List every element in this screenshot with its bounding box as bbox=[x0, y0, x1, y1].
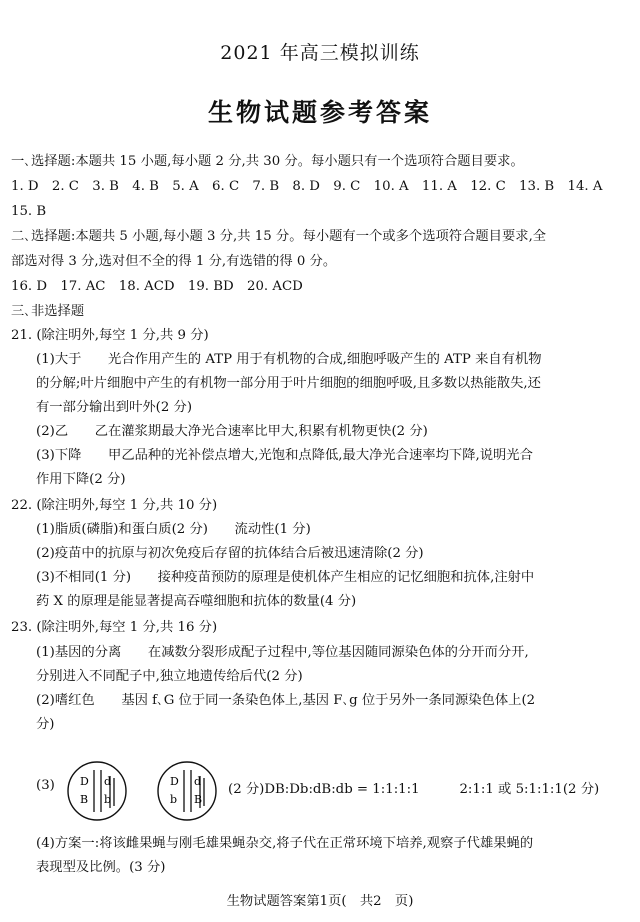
cell-membrane bbox=[158, 762, 216, 820]
q22-header: 22. (除注明外,每空 1 分,共 10 分) bbox=[11, 498, 218, 513]
q23-part1: (1)基因的分离 在减数分裂形成配子过程中,等位基因随同源染色体的分开而分开, bbox=[36, 645, 529, 660]
allele-label: b bbox=[170, 793, 178, 806]
q22-part3: (3)不相同(1 分) 接种疫苗预防的原理是使机体产生相应的记忆细胞和抗体,注射中 bbox=[36, 570, 535, 585]
q23-part1-cont: 分别进入不同配子中,独立地遗传给后代(2 分) bbox=[36, 669, 303, 684]
cell-membrane bbox=[68, 762, 126, 820]
section2-heading: 二､选择题:本题共 5 小题,每小题 3 分,共 15 分。每小题有一个或多个选项符合题目要求,全 bbox=[11, 229, 547, 244]
q23-part4: (4)方案一:将该雌果蝇与刚毛雄果蝇杂交,将子代在正常环境下培养,观察子代雄果蝇的 bbox=[36, 836, 534, 851]
q22-part3-cont: 药 X 的原理是能显著提高吞噬细胞和抗体的数量(4 分) bbox=[36, 594, 357, 609]
allele-label: b bbox=[104, 793, 112, 806]
q21-part1: (1)大于 光合作用产生的 ATP 用于有机物的合成,细胞呼吸产生的 ATP 来自有机物 bbox=[36, 352, 542, 367]
q21-part1-cont: 的分解;叶片细胞中产生的有机物一部分用于叶片细胞的细胞呼吸,且多数以热能散失,还 bbox=[36, 376, 541, 391]
section2-heading-cont: 部选对得 3 分,选对但不全的得 1 分,有选错的得 0 分。 bbox=[11, 254, 337, 269]
cell-diagram-2 bbox=[156, 760, 218, 822]
q23-part3-row bbox=[36, 760, 636, 820]
allele-label: D bbox=[80, 775, 89, 788]
section2-answers: 16. D 17. AC 18. ACD 19. BD 20. ACD bbox=[11, 279, 303, 294]
q23-part3-label: (3) bbox=[36, 778, 55, 793]
page-footer: 生物试题答案第1页( 共2 页) bbox=[226, 894, 414, 909]
q21-part3-cont: 作用下降(2 分) bbox=[36, 472, 126, 487]
q21-header: 21. (除注明外,每空 1 分,共 9 分) bbox=[11, 328, 209, 343]
section1-answers: 1. D 2. C 3. B 4. B 5. A 6. C 7. B 8. D 9. C 10. A 11. A 12. C 13. B 14. A bbox=[11, 179, 603, 194]
allele-label: d bbox=[194, 775, 202, 788]
exam-title: 2021 年高三模拟训练 bbox=[220, 42, 420, 64]
q21-part2: (2)乙 乙在灌浆期最大净光合速率比甲大,积累有机物更快(2 分) bbox=[36, 424, 428, 439]
q22-part2: (2)疫苗中的抗原与初次免疫后存留的抗体结合后被迅速清除(2 分) bbox=[36, 546, 424, 561]
q21-part3: (3)下降 甲乙品种的光补偿点增大,光饱和点降低,最大净光合速率均下降,说明光合 bbox=[36, 448, 533, 463]
section1-heading: 一､选择题:本题共 15 小题,每小题 2 分,共 30 分。每小题只有一个选项符合题目要求。 bbox=[11, 154, 524, 169]
q23-part2-cont: 分) bbox=[36, 717, 55, 732]
q23-part2: (2)嗜红色 基因 f､G 位于同一条染色体上,基因 F､g 位于另外一条同源染色体上(2 bbox=[36, 693, 536, 708]
q22-part1: (1)脂质(磷脂)和蛋白质(2 分) 流动性(1 分) bbox=[36, 522, 311, 537]
allele-label: B bbox=[80, 793, 89, 806]
section3-heading: 三､非选择题 bbox=[11, 304, 85, 319]
allele-label: B bbox=[194, 793, 203, 806]
document-title: 生物试题参考答案 bbox=[207, 98, 432, 127]
section1-answers-cont: 15. B bbox=[11, 204, 47, 219]
allele-label: D bbox=[170, 775, 179, 788]
q23-header: 23. (除注明外,每空 1 分,共 16 分) bbox=[11, 620, 218, 635]
q23-part4-cont: 表现型及比例。(3 分) bbox=[36, 860, 166, 875]
allele-label: d bbox=[104, 775, 112, 788]
q23-part3-answer: (2 分)DB:Db:dB:db = 1:1:1:1 2:1:1 或 5:1:1:1(2 分) bbox=[228, 782, 600, 797]
cell-diagram-1 bbox=[66, 760, 128, 822]
q21-part1-cont2: 有一部分输出到叶外(2 分) bbox=[36, 400, 193, 415]
